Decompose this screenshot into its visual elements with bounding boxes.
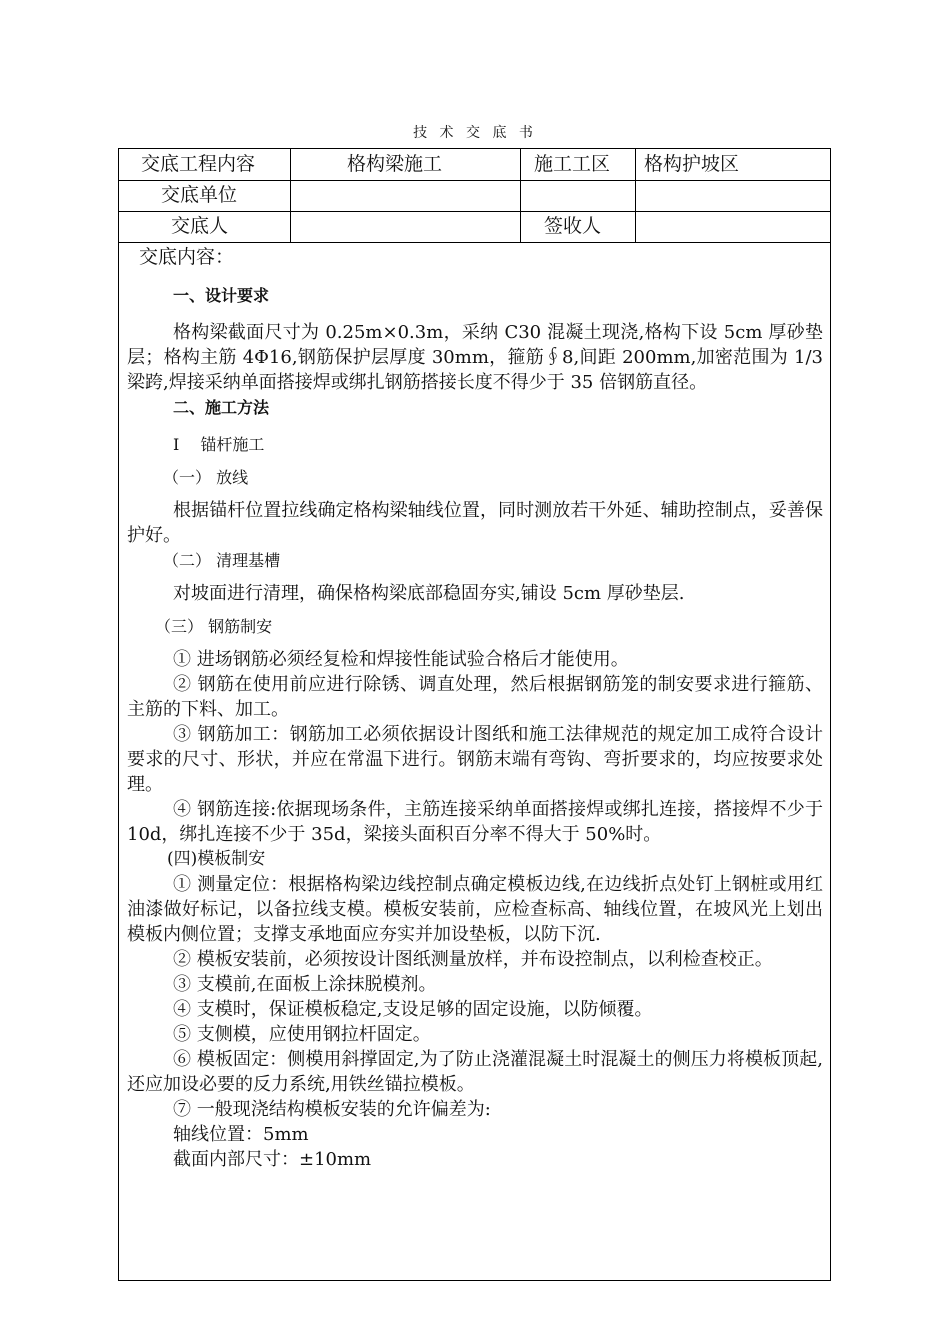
formwork-item-6: ⑥ 模板固定：侧模用斜撑固定,为了防止浇灌混凝土时混凝土的侧压力将模板顶起,还应加设必要的反力系统,用铁丝锚拉模板。	[127, 1049, 823, 1095]
rebar-item-3: ③ 钢筋加工：钢筋加工必须依据设计图纸和施工法律规范的规定加工成符合设计要求的尺寸、形状，并应在常温下进行。钢筋末端有弯钩、弯折要求的，均应按要求处理。	[127, 724, 823, 795]
header-row-2	[119, 180, 830, 212]
section-clear-trench: （二） 清理基槽	[163, 551, 281, 570]
layout-text: 根据锚杆位置拉线确定格构梁轴线位置，同时测放若干外延、辅助控制点，妥善保护好。	[127, 500, 823, 546]
heading-design-requirements: 一、设计要求	[173, 286, 270, 305]
tolerance-section: 截面内部尺寸：±10mm	[173, 1149, 372, 1170]
formwork-item-3: ③ 支模前,在面板上涂抹脱模剂。	[173, 974, 437, 995]
formwork-item-4: ④ 支模时，保证模板稳定,支设足够的固定设施，以防倾覆。	[173, 999, 653, 1020]
tolerance-axis: 轴线位置：5mm	[173, 1124, 309, 1145]
content-label: 交底内容：	[139, 246, 235, 268]
column-divider-1	[290, 149, 291, 242]
rebar-item-2: ② 钢筋在使用前应进行除锈、调直处理，然后根据钢筋笼的制安要求进行箍筋、主筋的下料、加工。	[127, 674, 823, 720]
formwork-item-5: ⑤ 支侧模，应使用钢拉杆固定。	[173, 1024, 431, 1045]
discloser-label: 交底人	[171, 215, 229, 237]
unit-label: 交底单位	[161, 184, 238, 206]
section-formwork: (四)模板制安	[167, 849, 266, 869]
column-divider-2	[520, 149, 521, 242]
disclosure-content	[127, 245, 823, 1172]
section-anchor-construction: I 锚杆施工	[173, 435, 265, 454]
heading-construction-method: 二、施工方法	[173, 398, 270, 417]
receiver-label: 签收人	[544, 215, 602, 237]
document-title: 技 术 交 底 书	[413, 125, 537, 141]
formwork-item-7: ⑦ 一般现浇结构模板安装的允许偏差为:	[173, 1099, 491, 1120]
project-content-label: 交底工程内容	[141, 153, 256, 175]
work-area-label: 施工工区	[534, 153, 611, 175]
work-area-value: 格构护坡区	[644, 153, 740, 175]
rebar-item-4: ④ 钢筋连接:依据现场条件，主筋连接采纳单面搭接焊或绑扎连接，搭接焊不少于 10d，绑扎连接不少于 35d，梁接头面积百分率不得大于 50%时。	[127, 799, 823, 845]
header-row-1	[119, 149, 830, 181]
formwork-item-2: ② 模板安装前，必须按设计图纸测量放样，并布设控制点，以利检查校正。	[173, 949, 773, 970]
section-rebar: （三） 钢筋制安	[155, 617, 273, 636]
column-divider-3	[635, 149, 636, 242]
header-row-3	[119, 211, 830, 243]
clear-trench-text: 对坡面进行清理，确保格构梁底部稳固夯实,铺设 5cm 厚砂垫层.	[173, 583, 685, 604]
design-requirements-text: 格构梁截面尺寸为 0.25m×0.3m，采纳 C30 混凝土现浇,格构下设 5cm 厚砂垫层；格构主筋 4Φ16,钢筋保护层厚度 30mm，箍筋∮8,间距 200mm,加密范围为 1/3 梁跨,焊接采纳单面搭接焊或绑扎钢筋搭接长度不得少于 35 倍钢筋直径。	[127, 322, 823, 393]
section-layout: （一） 放线	[163, 468, 249, 487]
rebar-item-1: ① 进场钢筋必须经复检和焊接性能试验合格后才能使用。	[173, 649, 629, 670]
disclosure-table	[118, 148, 831, 1281]
project-content-value: 格构梁施工	[347, 153, 443, 175]
formwork-item-1: ① 测量定位：根据格构梁边线控制点确定模板边线,在边线折点处钉上钢桩或用红油漆做好标记，以备拉线支模。模板安装前，应检查标高、轴线位置，在坡风光上划出模板内侧位置；支撑支承地面应夯实并加设垫板，以防下沉.	[127, 874, 823, 945]
